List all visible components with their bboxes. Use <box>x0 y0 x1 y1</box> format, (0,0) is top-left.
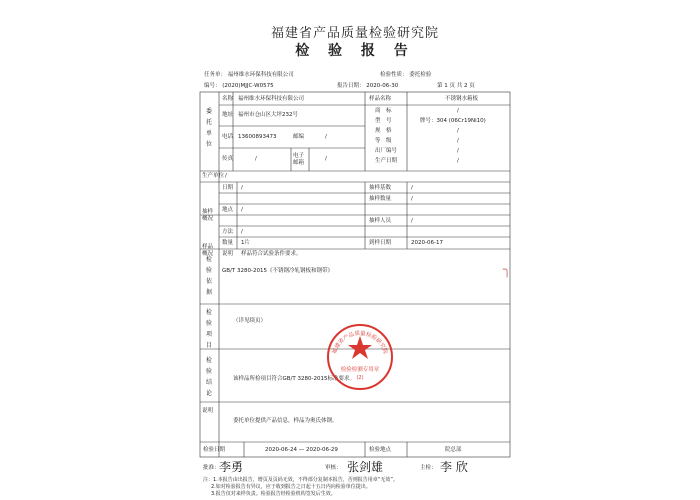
client-addr-value: 福州市仓山区大坪232号 <box>238 112 298 118</box>
remarks-value: 委托单位提供产品信息，样品为奥氏体钢。 <box>233 418 338 424</box>
approve-label: 批准： <box>203 465 220 471</box>
sample-qty-value: 1片 <box>241 240 250 246</box>
sample-desc-label: 说明 <box>222 251 234 257</box>
note-line-2: 2.如对检验报告有异议，应于收到报告之日起十五日内向检验单位提出。 <box>211 484 371 490</box>
basis-value: GB/T 3280-2015《不锈钢冷轧钢板和钢带》 <box>222 268 333 274</box>
task-value: 福州维水环保科技有限公司 <box>227 72 294 78</box>
report-no-label: 编号： <box>204 83 221 89</box>
client-postcode-value: / <box>325 134 327 140</box>
client-phone-label: 电话 <box>222 134 234 140</box>
check-date-value: 2020-06-24 — 2020-06-29 <box>265 447 338 453</box>
seal-ring-text: 福建省产品质量检验研究院 <box>331 330 389 355</box>
client-email-label: 电子邮箱 <box>293 153 305 166</box>
note-line-3: 3.报告仅对来样负责。检验报告经检验机构签发后生效。 <box>211 491 336 497</box>
sample-label: 样品概况 <box>202 244 214 257</box>
review-label: 审核： <box>325 465 342 471</box>
sampling-label: 抽样概况 <box>202 209 214 222</box>
org-label: 检验地点 <box>369 447 392 453</box>
basis-label: 检验依据 <box>205 256 212 296</box>
sampling-date-label: 日期 <box>222 185 234 191</box>
sampling-method-label: 方法 <box>222 229 234 235</box>
client-fax-label: 传真 <box>222 156 234 162</box>
sample-name-value: 不锈钢水箱板 <box>445 96 479 102</box>
producer-value: / <box>225 173 227 179</box>
inspection-seal <box>325 322 395 392</box>
spec-value-6: / <box>457 158 459 164</box>
institute-title: 福建省产品质量检验研究院 <box>270 26 439 41</box>
sample-arrival-value: 2020-06-17 <box>411 240 443 246</box>
sampling-place-label: 地点 <box>222 207 234 213</box>
items-label: 检验项目 <box>205 309 212 349</box>
sampling-place-value: / <box>241 207 243 213</box>
sampling-base-value: / <box>411 185 413 191</box>
remarks-label: 说明 <box>202 408 214 414</box>
spec-value-3: / <box>457 128 459 134</box>
sampling-qty-label: 抽样数量 <box>369 196 392 202</box>
client-postcode-label: 邮编 <box>293 134 305 140</box>
spec-value-1: / <box>457 108 459 114</box>
seal-text: 检验检测专用章 <box>340 367 380 373</box>
check-date-label: 检验日期 <box>203 447 226 453</box>
sampling-qty-value: / <box>411 196 413 202</box>
client-name-label: 名称 <box>222 96 234 102</box>
note-line-1: 注：1.本报告由出报告，增页及页码无效，不得部分复制本报告，否则报告用章“无效”。 <box>203 477 398 483</box>
spec-label-1: 商 标 <box>375 108 392 114</box>
review-signature: 张剑雄 <box>347 460 384 474</box>
spec-value-2: 牌号：304 (06Cr19Ni10) <box>420 118 486 124</box>
sample-name-label: 样品名称 <box>369 96 392 102</box>
sampling-date-value: / <box>241 185 243 191</box>
report-date-label: 报告日期： <box>337 83 365 89</box>
spec-value-4: / <box>457 138 459 144</box>
items-value: （详见续页） <box>233 318 267 324</box>
client-phone-value: 13600893473 <box>238 134 277 140</box>
spec-label-2: 型 号 <box>375 118 392 124</box>
approve-signature: 李勇 <box>219 460 244 474</box>
client-addr-label: 地址 <box>222 112 234 118</box>
inspect-label: 主检： <box>420 465 437 471</box>
report-title: 检 验 报 告 <box>295 43 415 59</box>
report-table-grid <box>175 22 535 498</box>
report-page <box>175 22 535 498</box>
org-value: 院总部 <box>445 447 462 453</box>
check-type-value: 委托检验 <box>409 72 432 78</box>
producer-label: 生产单位 <box>202 173 225 179</box>
spec-label-6: 生产日期 <box>375 158 398 164</box>
sample-arrival-label: 到样日期 <box>369 240 392 246</box>
spec-label-3: 规 格 <box>375 128 392 134</box>
sampling-person-value: / <box>411 218 413 224</box>
spec-label-5: 出厂编号 <box>375 148 398 154</box>
sampling-person-label: 抽样人员 <box>369 218 392 224</box>
seal-number: (2) <box>356 375 364 381</box>
sampling-method-value: / <box>241 229 243 235</box>
sampling-base-label: 抽样基数 <box>369 185 392 191</box>
conclusion-label: 检验结论 <box>205 357 212 397</box>
inspect-signature: 李 欣 <box>440 460 468 474</box>
page-info: 第 1 页 共 2 页 <box>437 83 475 89</box>
client-fax-value: / <box>255 156 257 162</box>
sample-qty-label: 数量 <box>222 240 234 246</box>
client-label: 委托单位 <box>205 108 212 148</box>
edge-seal-fragment: ╮ <box>503 262 512 278</box>
check-type-label: 检验性质： <box>380 72 408 78</box>
conclusion-value: 该样品所检项目符合GB/T 3280-2015标准要求。 <box>233 376 355 382</box>
spec-label-4: 等 级 <box>375 138 392 144</box>
client-email-value: / <box>325 156 327 162</box>
report-date-value: 2020-06-30 <box>366 83 399 89</box>
report-no-value: (2020)MJJC-W0575 <box>222 83 274 89</box>
spec-value-5: / <box>457 148 459 154</box>
sample-desc-value: 样品符合试验条件要求。 <box>241 251 302 257</box>
client-name-value: 福州维水环保科技有限公司 <box>238 96 305 102</box>
task-label: 任务单： <box>204 72 227 78</box>
